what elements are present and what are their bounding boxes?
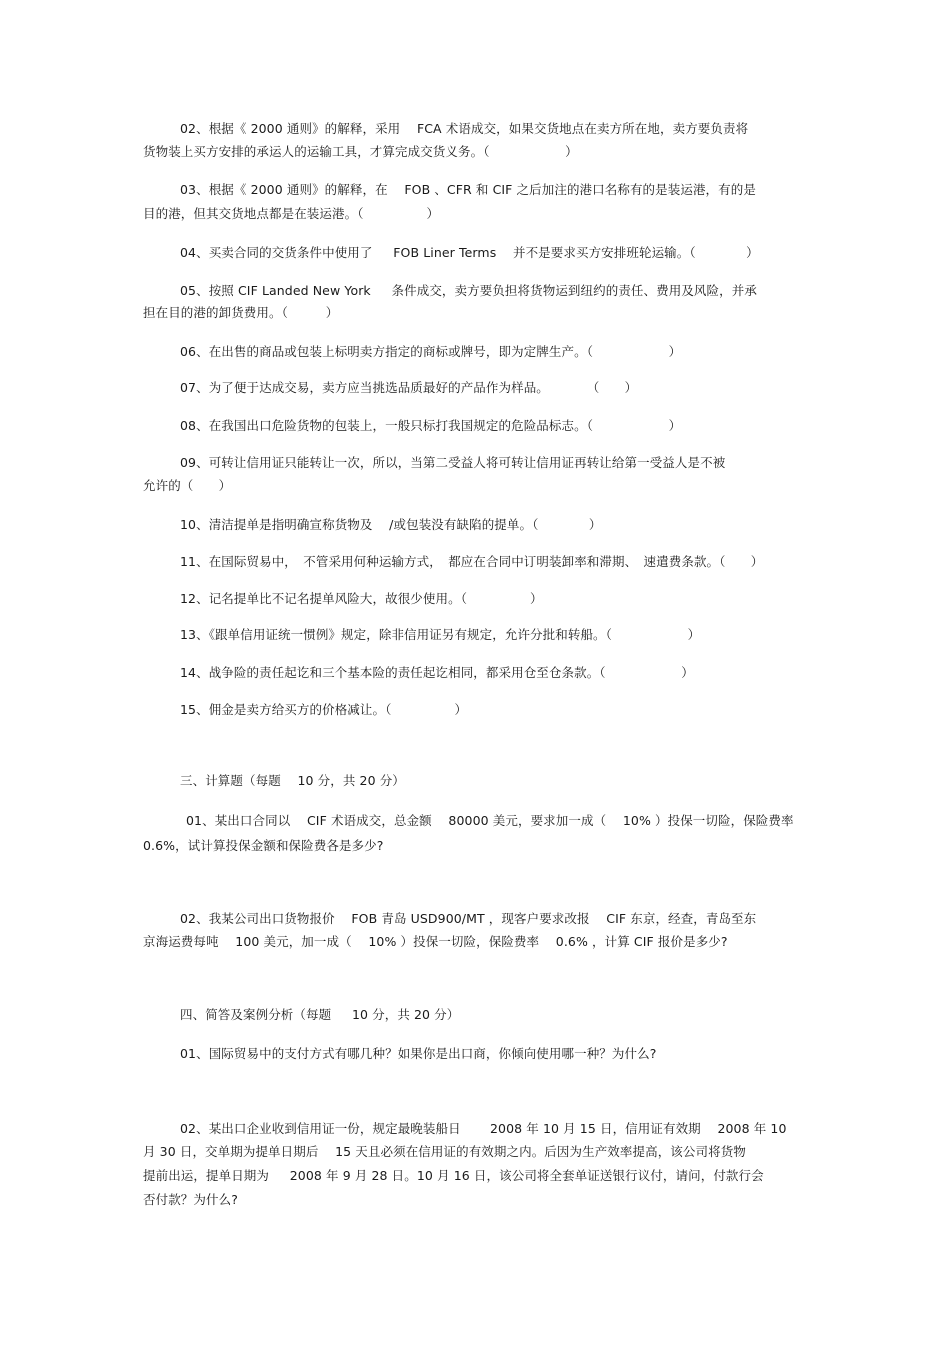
question-line: 07、为了便于达成交易，卖方应当挑选品质最好的产品作为样品。 （ ） [180,380,638,395]
question-line: 02、某出口企业收到信用证一份，规定最晚装船日 2008 年 10 月 15 日，信用证有效期 2008 年 10 [180,1121,787,1136]
question-line: 03、根据《 2000 通则》的解释，在 FOB 、CFR 和 CIF 之后加注的港口名称有的是装运港，有的是 [180,182,756,197]
section-heading-calculation: 三、计算题（每题 10 分，共 20 分） [180,773,405,788]
question-line: 15、佣金是卖方给买方的价格减让。（ ） [180,702,468,717]
question-line: 目的港，但其交货地点都是在装运港。（ ） [143,206,440,221]
question-line: 提前出运，提单日期为 2008 年 9 月 28 日。10 月 16 日，该公司将全套单证送银行议付，请问，付款行会 [143,1168,764,1183]
question-line: 01、国际贸易中的支付方式有哪几种？如果你是出口商，你倾向使用哪一种？为什么? [180,1046,657,1061]
question-line: 担在目的港的卸货费用。（ ） [143,305,339,320]
question-line: 04、买卖合同的交货条件中使用了 FOB Liner Terms 并不是要求买方安排班轮运输。（ ） [180,245,759,260]
question-line: 11、在国际贸易中， 不管采用何种运输方式， 都应在合同中订明装卸率和滞期、 速遣费条款。（ ） [180,554,764,569]
question-line: 01、某出口合同以 CIF 术语成交，总金额 80000 美元，要求加一成（ 10% ）投保一切险，保险费率 [186,813,794,828]
question-line: 12、记名提单比不记名提单风险大，故很少使用。（ ） [180,591,543,606]
question-line: 06、在出售的商品或包装上标明卖方指定的商标或牌号，即为定牌生产。（ ） [180,344,682,359]
question-line: 02、我某公司出口货物报价 FOB 青岛 USD900/MT ，现客户要求改报 CIF 东京，经查，青岛至东 [180,911,757,926]
question-line: 13、《跟单信用证统一惯例》规定，除非信用证另有规定，允许分批和转船。（ ） [180,627,701,642]
question-line: 京海运费每吨 100 美元，加一成（ 10% ）投保一切险，保险费率 0.6% ，计算 CIF 报价是多少? [143,934,728,949]
question-line: 货物装上买方安排的承运人的运输工具，才算完成交货义务。（ ） [143,144,578,159]
question-line: 0.6%，试计算投保金额和保险费各是多少? [143,838,384,853]
question-line: 02、根据《 2000 通则》的解释，采用 FCA 术语成交，如果交货地点在卖方所在地，卖方要负责将 [180,121,749,136]
question-line: 09、可转让信用证只能转让一次，所以，当第二受益人将可转让信用证再转让给第一受益人是不被 [180,455,726,470]
question-line: 否付款？为什么? [143,1192,238,1207]
question-line: 08、在我国出口危险货物的包装上，一般只标打我国规定的危险品标志。（ ） [180,418,682,433]
question-line: 14、战争险的责任起讫和三个基本险的责任起讫相同，都采用仓至仓条款。（ ） [180,665,694,680]
question-line: 10、清洁提单是指明确宣称货物及 /或包装没有缺陷的提单。（ ） [180,517,602,532]
question-line: 允许的（ ） [143,478,232,493]
question-line: 05、按照 CIF Landed New York 条件成交，卖方要负担将货物运到纽约的责任、费用及风险，并承 [180,283,757,298]
section-heading-short-answer: 四、简答及案例分析（每题 10 分，共 20 分） [180,1007,460,1022]
question-line: 月 30 日，交单期为提单日期后 15 天且必须在信用证的有效期之内。后因为生产效率提高，该公司将货物 [143,1144,746,1159]
